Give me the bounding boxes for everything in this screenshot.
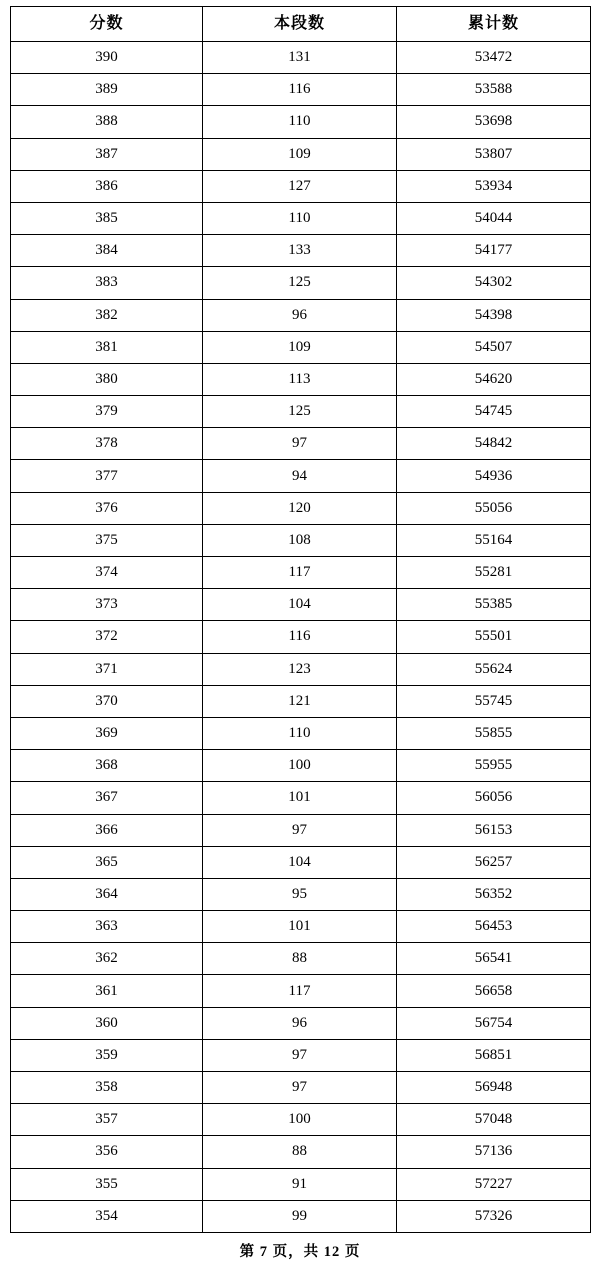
- table-row: [11, 106, 591, 138]
- cell-cumulative-count: 54507: [397, 331, 591, 363]
- cell-cumulative-count: 56541: [397, 943, 591, 975]
- cell-segment-count: 125: [203, 396, 397, 428]
- cell-cumulative-count: 55745: [397, 685, 591, 717]
- cell-cumulative-count: 56851: [397, 1039, 591, 1071]
- table-row: [11, 653, 591, 685]
- cell-score: 381: [11, 331, 203, 363]
- cell-segment-count: 97: [203, 814, 397, 846]
- cell-segment-count: 97: [203, 428, 397, 460]
- column-header-score: 分数: [11, 7, 203, 42]
- cell-segment-count: 101: [203, 782, 397, 814]
- cell-score: 378: [11, 428, 203, 460]
- table-row: [11, 363, 591, 395]
- table-row: [11, 557, 591, 589]
- cell-cumulative-count: 53698: [397, 106, 591, 138]
- cell-score: 370: [11, 685, 203, 717]
- cell-cumulative-count: 55164: [397, 524, 591, 556]
- cell-cumulative-count: 55501: [397, 621, 591, 653]
- cell-cumulative-count: 55624: [397, 653, 591, 685]
- cell-cumulative-count: 54398: [397, 299, 591, 331]
- cell-cumulative-count: 55385: [397, 589, 591, 621]
- table-row: [11, 911, 591, 943]
- cell-segment-count: 97: [203, 1039, 397, 1071]
- cell-score: 363: [11, 911, 203, 943]
- table-row: [11, 589, 591, 621]
- cell-segment-count: 95: [203, 878, 397, 910]
- cell-cumulative-count: 56658: [397, 975, 591, 1007]
- table-row: [11, 685, 591, 717]
- cell-cumulative-count: 54044: [397, 202, 591, 234]
- cell-score: 376: [11, 492, 203, 524]
- table-row: [11, 621, 591, 653]
- cell-score: 361: [11, 975, 203, 1007]
- cell-cumulative-count: 57326: [397, 1200, 591, 1232]
- cell-score: 384: [11, 235, 203, 267]
- cell-segment-count: 99: [203, 1200, 397, 1232]
- cell-segment-count: 113: [203, 363, 397, 395]
- table-row: [11, 1104, 591, 1136]
- cell-cumulative-count: 56153: [397, 814, 591, 846]
- table-row: [11, 267, 591, 299]
- cell-cumulative-count: 57227: [397, 1168, 591, 1200]
- table-header: [11, 7, 591, 42]
- cell-score: 377: [11, 460, 203, 492]
- table-row: [11, 74, 591, 106]
- cell-segment-count: 96: [203, 299, 397, 331]
- cell-segment-count: 101: [203, 911, 397, 943]
- cell-score: 380: [11, 363, 203, 395]
- cell-segment-count: 108: [203, 524, 397, 556]
- column-header-cumulative-count: 累计数: [397, 7, 591, 42]
- cell-score: 358: [11, 1072, 203, 1104]
- cell-segment-count: 88: [203, 943, 397, 975]
- cell-score: 373: [11, 589, 203, 621]
- cell-segment-count: 121: [203, 685, 397, 717]
- table-row: [11, 396, 591, 428]
- cell-score: 390: [11, 42, 203, 74]
- cell-score: 354: [11, 1200, 203, 1232]
- cell-cumulative-count: 57136: [397, 1136, 591, 1168]
- cell-score: 367: [11, 782, 203, 814]
- cell-cumulative-count: 57048: [397, 1104, 591, 1136]
- cell-cumulative-count: 56453: [397, 911, 591, 943]
- cell-cumulative-count: 54302: [397, 267, 591, 299]
- cell-segment-count: 123: [203, 653, 397, 685]
- cell-score: 359: [11, 1039, 203, 1071]
- cell-score: 369: [11, 717, 203, 749]
- cell-score: 365: [11, 846, 203, 878]
- cell-segment-count: 116: [203, 621, 397, 653]
- table-row: [11, 878, 591, 910]
- cell-segment-count: 117: [203, 975, 397, 1007]
- cell-cumulative-count: 54620: [397, 363, 591, 395]
- cell-score: 389: [11, 74, 203, 106]
- cell-score: 385: [11, 202, 203, 234]
- cell-cumulative-count: 54842: [397, 428, 591, 460]
- cell-score: 382: [11, 299, 203, 331]
- table-row: [11, 782, 591, 814]
- table-row: [11, 717, 591, 749]
- table-header-row: [11, 7, 591, 42]
- table-row: [11, 524, 591, 556]
- cell-cumulative-count: 54936: [397, 460, 591, 492]
- table-row: [11, 202, 591, 234]
- table-row: [11, 1007, 591, 1039]
- cell-score: 374: [11, 557, 203, 589]
- table-row: [11, 1039, 591, 1071]
- cell-segment-count: 96: [203, 1007, 397, 1039]
- table-row: [11, 1200, 591, 1232]
- cell-score: 360: [11, 1007, 203, 1039]
- table-body: [11, 42, 591, 1233]
- cell-segment-count: 91: [203, 1168, 397, 1200]
- table-row: [11, 460, 591, 492]
- table-row: [11, 42, 591, 74]
- cell-cumulative-count: 54177: [397, 235, 591, 267]
- table-row: [11, 814, 591, 846]
- cell-score: 364: [11, 878, 203, 910]
- cell-segment-count: 120: [203, 492, 397, 524]
- cell-segment-count: 117: [203, 557, 397, 589]
- table-row: [11, 299, 591, 331]
- score-distribution-table: [10, 6, 591, 1233]
- cell-cumulative-count: 56056: [397, 782, 591, 814]
- table-row: [11, 1168, 591, 1200]
- table-row: [11, 235, 591, 267]
- cell-cumulative-count: 53472: [397, 42, 591, 74]
- table-row: [11, 138, 591, 170]
- cell-segment-count: 110: [203, 106, 397, 138]
- cell-score: 386: [11, 170, 203, 202]
- cell-score: 375: [11, 524, 203, 556]
- column-header-segment-count: 本段数: [203, 7, 397, 42]
- cell-segment-count: 104: [203, 846, 397, 878]
- cell-segment-count: 109: [203, 331, 397, 363]
- cell-segment-count: 131: [203, 42, 397, 74]
- cell-cumulative-count: 56257: [397, 846, 591, 878]
- table-row: [11, 492, 591, 524]
- cell-segment-count: 100: [203, 750, 397, 782]
- cell-cumulative-count: 53588: [397, 74, 591, 106]
- cell-segment-count: 125: [203, 267, 397, 299]
- cell-segment-count: 110: [203, 202, 397, 234]
- table-row: [11, 846, 591, 878]
- cell-cumulative-count: 55281: [397, 557, 591, 589]
- cell-segment-count: 116: [203, 74, 397, 106]
- cell-segment-count: 97: [203, 1072, 397, 1104]
- cell-cumulative-count: 54745: [397, 396, 591, 428]
- cell-score: 368: [11, 750, 203, 782]
- cell-cumulative-count: 55955: [397, 750, 591, 782]
- cell-score: 357: [11, 1104, 203, 1136]
- cell-score: 366: [11, 814, 203, 846]
- cell-segment-count: 110: [203, 717, 397, 749]
- cell-score: 362: [11, 943, 203, 975]
- cell-segment-count: 100: [203, 1104, 397, 1136]
- cell-cumulative-count: 56754: [397, 1007, 591, 1039]
- page-footer: 第 7 页，共 12 页: [239, 1243, 361, 1260]
- cell-score: 383: [11, 267, 203, 299]
- table-row: [11, 170, 591, 202]
- cell-segment-count: 133: [203, 235, 397, 267]
- cell-score: 356: [11, 1136, 203, 1168]
- cell-score: 388: [11, 106, 203, 138]
- table-row: [11, 975, 591, 1007]
- table-row: [11, 428, 591, 460]
- cell-cumulative-count: 56948: [397, 1072, 591, 1104]
- table-row: [11, 331, 591, 363]
- cell-cumulative-count: 53934: [397, 170, 591, 202]
- cell-score: 355: [11, 1168, 203, 1200]
- cell-cumulative-count: 53807: [397, 138, 591, 170]
- table-row: [11, 1136, 591, 1168]
- cell-score: 379: [11, 396, 203, 428]
- table-row: [11, 750, 591, 782]
- cell-score: 387: [11, 138, 203, 170]
- cell-cumulative-count: 55056: [397, 492, 591, 524]
- cell-segment-count: 109: [203, 138, 397, 170]
- cell-score: 371: [11, 653, 203, 685]
- table-row: [11, 943, 591, 975]
- cell-cumulative-count: 55855: [397, 717, 591, 749]
- cell-segment-count: 127: [203, 170, 397, 202]
- table-row: [11, 1072, 591, 1104]
- cell-segment-count: 104: [203, 589, 397, 621]
- cell-score: 372: [11, 621, 203, 653]
- cell-segment-count: 88: [203, 1136, 397, 1168]
- cell-cumulative-count: 56352: [397, 878, 591, 910]
- cell-segment-count: 94: [203, 460, 397, 492]
